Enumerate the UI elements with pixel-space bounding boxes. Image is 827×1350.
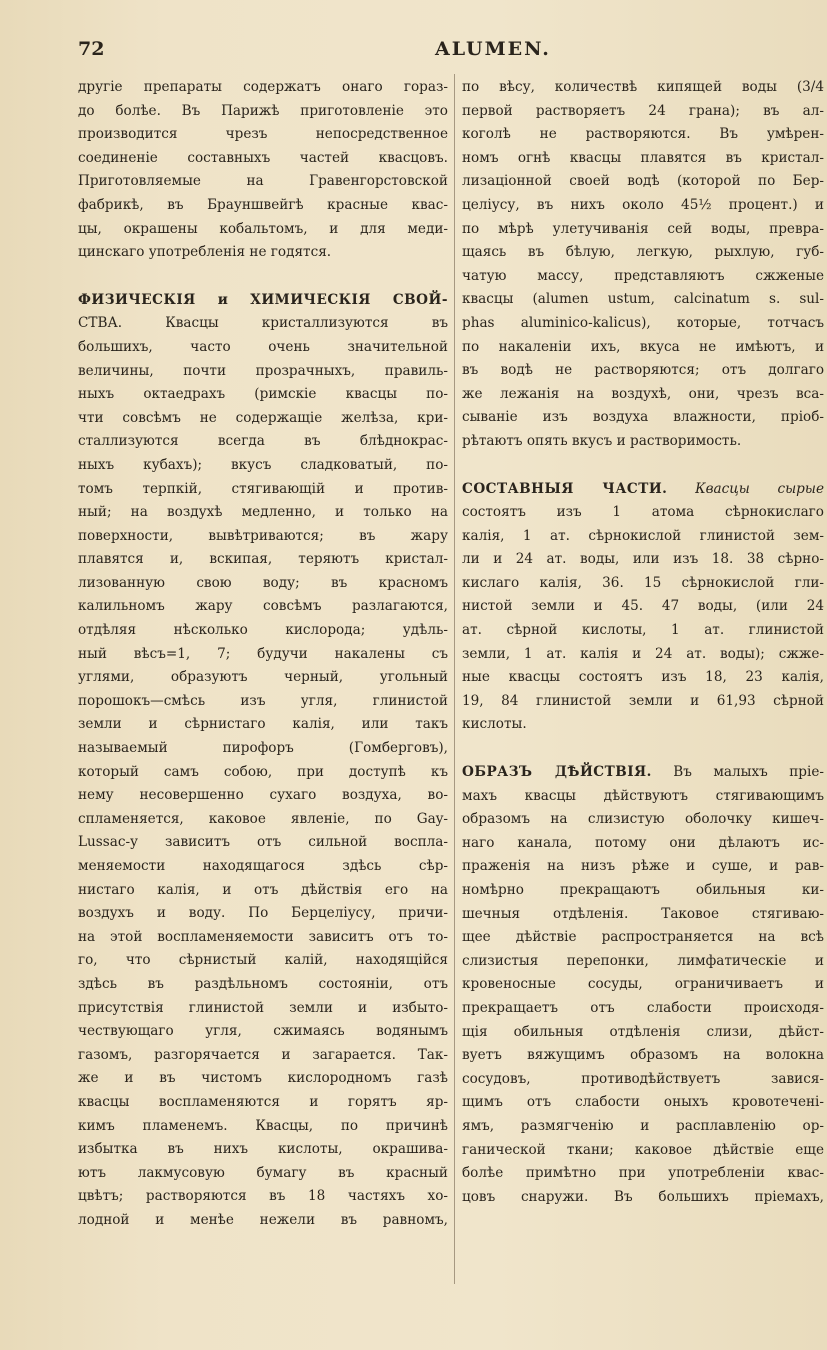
text-line: номъ огнѣ квасцы плавятся въ кристал- — [462, 149, 824, 166]
text-line: производится чрезъ непосредственное — [78, 126, 448, 143]
text-line: большихъ, часто очень значительной — [78, 338, 448, 355]
text-line: махъ квасцы дѣйствуютъ стягивающимъ — [462, 787, 824, 804]
text-line: по мѣрѣ улетучиванія сей воды, превра- — [462, 220, 824, 237]
text-line: нему несовершенно сухаго воздуха, во- — [78, 787, 448, 804]
text-line: углями, образуютъ черный, угольный — [78, 669, 448, 686]
text-line: другіе препараты содержатъ онаго гораз- — [78, 79, 448, 95]
text-line: лодной и менѣе нежели въ равномъ, — [78, 1211, 448, 1228]
text-line: Lussac-у зависитъ отъ сильной воспла- — [78, 834, 448, 851]
text-line: 19, 84 глинистой земли и 61,93 сѣрной — [462, 692, 824, 709]
continued-paragraph — [462, 76, 824, 454]
components-section — [462, 478, 824, 738]
text-line: здѣсь въ раздѣльномъ состояніи, отъ — [78, 975, 448, 992]
text-line: вуетъ вяжущимъ образомъ на волокна — [462, 1047, 824, 1064]
text-line: величины, почти прозрачныхъ, правиль- — [78, 362, 448, 379]
text-line: слизистыя перепонки, лимфатическіе и — [462, 952, 824, 969]
page-header — [0, 38, 827, 68]
text-line: по вѣсу, количествѣ кипящей воды (3/4 — [462, 79, 824, 95]
text-line: кислаго калія, 36. 15 сѣрнокислой гли- — [462, 574, 824, 591]
action-section — [462, 761, 824, 1209]
text-line: присутствія глинистой земли и избыто- — [78, 999, 448, 1016]
text-line: нистаго калія, и отъ дѣйствія его на — [78, 881, 448, 898]
text-line: нистой земли и 45. 47 воды, (или 24 — [462, 598, 824, 615]
text-line: на этой воспламеняемости зависитъ отъ то- — [78, 928, 448, 945]
text-line: цинскаго употребленія не годятся. — [78, 244, 332, 261]
text-line: наго канала, потому они дѣлаютъ ис- — [462, 834, 824, 851]
text-line: чествующаго угля, сжимаясь водянымъ — [78, 1023, 448, 1040]
text-line: порошокъ—смѣсь изъ угля, глинистой — [78, 692, 448, 709]
text-line: ные квасцы состоятъ изъ 18, 23 калія, — [462, 669, 824, 686]
right-column — [462, 76, 824, 1209]
text-line: цовъ снаружи. Въ большихъ пріемахъ, — [462, 1188, 824, 1205]
text-line: чти совсѣмъ не содержащіе желѣза, кри- — [78, 409, 448, 426]
text-line: коголѣ не растворяются. Въ умѣрен- — [462, 126, 824, 143]
text-line: который самъ собою, при доступѣ къ — [78, 763, 448, 780]
text-line: въ водѣ не растворяются; отъ долгаго — [462, 362, 824, 379]
text-line: ат. сѣрной кислоты, 1 ат. глинистой — [462, 622, 824, 639]
text-line: СТВА. Квасцы кристаллизуются въ — [78, 315, 448, 332]
text-line: щимъ отъ слабости оныхъ кровотечені- — [462, 1094, 824, 1111]
text-line: цвѣтъ; растворяются въ 18 частяхъ хо- — [78, 1188, 448, 1205]
text-line: плавятся и, вскипая, теряютъ кристал- — [78, 551, 448, 568]
text-line: праженія на низъ рѣже и суше, и рав- — [462, 858, 824, 875]
text-line: же лежанія на воздухѣ, они, чрезъ вса- — [462, 385, 824, 402]
text-line: меняемости находящагося здѣсь сѣр- — [78, 858, 448, 874]
text-line: калильномъ жару совсѣмъ разлагаются, — [78, 598, 448, 615]
text-line: прекращаетъ отъ слабости происходя- — [462, 999, 824, 1016]
text-line: первой растворяетъ 24 грана); въ ал- — [462, 102, 824, 119]
text-line: избытка въ нихъ кислоты, окрашива- — [78, 1141, 448, 1158]
text-line: целіусу, въ нихъ около 45½ процент.) и — [462, 196, 824, 213]
text-line: кровеносные сосуды, ограничиваетъ и — [462, 976, 824, 993]
action-first-line — [462, 761, 824, 785]
text-line: фабрикѣ, въ Брауншвейгѣ красные квас- — [78, 196, 448, 213]
text-line: ныхъ октаедрахъ (римскіе квасцы по- — [78, 386, 448, 403]
text-line: ныхъ кубахъ); вкусъ сладковатый, по- — [78, 456, 448, 473]
text-line: квасцы воспламеняются и горятъ яр- — [78, 1093, 448, 1110]
text-line: поверхности, вывѣтриваются; въ жару — [78, 527, 448, 544]
text-line: phas aluminico-kalicus), которые, тотчасъ — [462, 314, 824, 331]
text-line: по накаленіи ихъ, вкуса не имѣютъ, и — [462, 338, 824, 355]
action-first-text: Въ малыхъ пріе- — [673, 764, 824, 781]
text-line: отдѣляя нѣсколько кислорода; удѣль- — [78, 622, 448, 639]
text-line: состоятъ изъ 1 атома сѣрнокислаго — [462, 504, 824, 521]
section-heading-action: ОБРАЗЪ ДѢЙСТВІЯ. — [462, 764, 652, 781]
text-line: щія обильныя отдѣленія слизи, дѣйст- — [462, 1023, 824, 1040]
text-line: сываніе изъ воздуха влажности, пріоб- — [462, 409, 824, 426]
text-line: ный вѣсъ=1, 7; будучи накалены съ — [78, 645, 448, 662]
page-number: 72 — [78, 38, 105, 60]
section-heading-properties: ФИЗИЧЕСКІЯ и ХИМИЧЕСКІЯ СВОЙ- — [78, 291, 448, 308]
text-line: сталлизуются всегда въ блѣднокрас- — [78, 433, 448, 450]
components-first-line — [462, 478, 824, 502]
text-line: сосудовъ, противодѣйствуетъ завися- — [462, 1070, 824, 1087]
text-line: го, что сѣрнистый калій, находящійся — [78, 952, 448, 969]
text-line: квасцы (alumen ustum, calcinatum s. sul- — [462, 291, 824, 308]
text-line: томъ терпкій, стягивающій и против- — [78, 480, 448, 497]
text-line: ямъ, размягченію и расплавленію ор- — [462, 1117, 824, 1134]
text-line: ганической ткани; каковое дѣйствіе еще — [462, 1141, 824, 1158]
left-column — [78, 76, 448, 1233]
text-line: кислоты. — [462, 716, 527, 733]
text-line: называемый пирофоръ (Гомберговъ), — [78, 740, 448, 757]
text-line: щаясь въ бѣлую, легкую, рыхлую, губ- — [462, 244, 824, 261]
text-line: земли и сѣрнистаго калія, или такъ — [78, 716, 448, 733]
text-line: ютъ лакмусовую бумагу въ красный — [78, 1164, 448, 1181]
text-line: номѣрно прекращаютъ обильныя ки- — [462, 882, 824, 898]
components-first-text: Квасцы сырые — [695, 480, 824, 497]
text-line: рѣтаютъ опять вкусъ и растворимость. — [462, 432, 742, 449]
text-line: шечныя отдѣленія. Таковое стягиваю- — [462, 905, 824, 922]
text-line: кимъ пламенемъ. Квасцы, по причинѣ — [78, 1117, 448, 1134]
text-line: Приготовляемые на Гравенгорстовской — [78, 173, 448, 190]
text-line: лизаціонной своей водѣ (которой по Бер- — [462, 173, 824, 190]
text-line: болѣе примѣтно при употребленіи квас- — [462, 1165, 824, 1182]
text-line: лизованную свою воду; въ красномъ — [78, 574, 448, 591]
text-line: соединеніе составныхъ частей квасцовъ. — [78, 149, 448, 166]
intro-paragraph — [78, 76, 448, 265]
column-divider — [454, 74, 455, 1284]
text-line: спламеняется, каковое явленіе, по Gay- — [78, 810, 448, 827]
text-line: же и въ чистомъ кислородномъ газѣ — [78, 1070, 448, 1087]
section-heading-components: СОСТАВНЫЯ ЧАСТИ. — [462, 480, 668, 497]
text-line: ли и 24 ат. воды, или изъ 18. 38 сѣрно- — [462, 551, 824, 568]
text-line: калія, 1 ат. сѣрнокислой глинистой зем- — [462, 527, 824, 544]
text-line: до болѣе. Въ Парижѣ приготовленіе это — [78, 102, 448, 119]
text-line: газомъ, разгорячается и загарается. Так- — [78, 1046, 448, 1063]
text-line: ный; на воздухѣ медленно, и только на — [78, 504, 448, 521]
running-head: ALUMEN. — [435, 38, 551, 60]
text-line: щее дѣйствіе распространяется на всѣ — [462, 929, 824, 946]
text-line: образомъ на слизистую оболочку кишеч- — [462, 811, 824, 828]
text-line: цы, окрашены кобальтомъ, и для меди- — [78, 220, 448, 237]
text-line: земли, 1 ат. калія и 24 ат. воды); сжже- — [462, 645, 824, 662]
properties-section — [78, 289, 448, 1233]
text-line: чатую массу, представляютъ сжженые — [462, 267, 824, 284]
text-line: воздухъ и воду. По Берцеліусу, причи- — [78, 905, 448, 922]
